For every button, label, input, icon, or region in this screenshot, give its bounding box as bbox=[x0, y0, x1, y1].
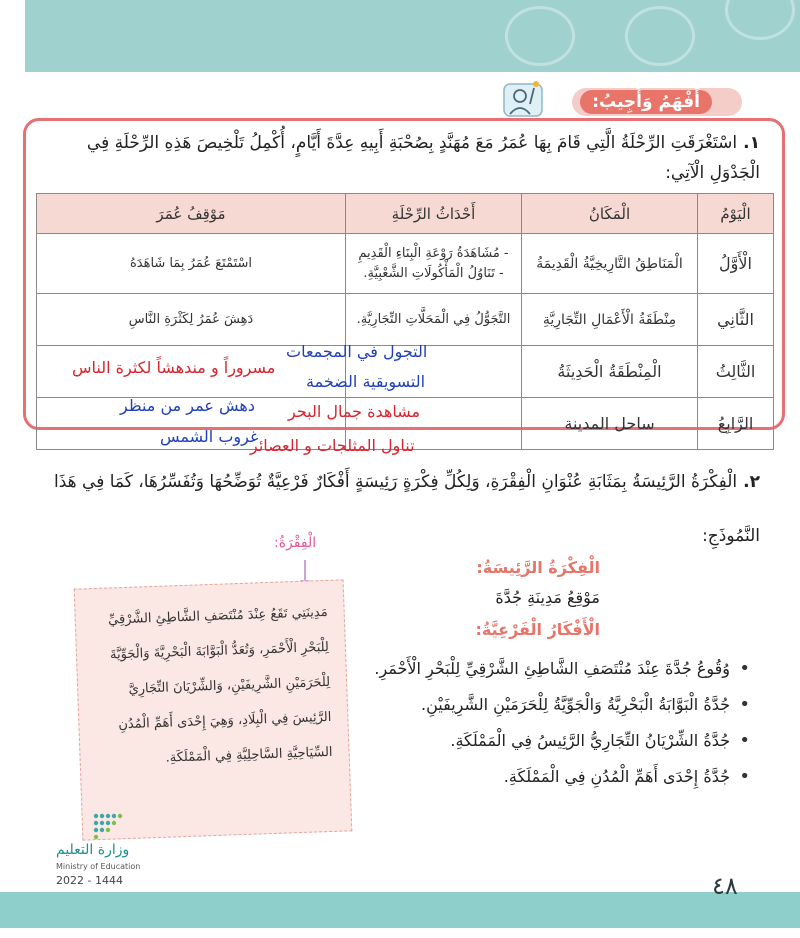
bottom-decorative-band bbox=[0, 892, 800, 928]
handwritten-answer: التسويقية الضخمة bbox=[306, 372, 426, 391]
list-item: • جُدَّةُ الْبَوَّابَةُ الْبَحْرِيَّةُ وَالْجَوِّيَّةُ لِلْحَرَمَيْنِ الشَّرِيفَيْنِ. bbox=[350, 688, 730, 722]
list-item: • وُقُوعُ جُدَّةَ عِنْدَ مُنْتَصَفِ الشَّاطِئِ الشَّرْقِيِّ لِلْبَحْرِ الْأَحْمَرِ. bbox=[350, 652, 730, 686]
ministry-name-en: Ministry of Education bbox=[56, 862, 141, 871]
paragraph-text: مَدِينَتِي تَقَعُ عِنْدَ مُنْتَصَفِ الشَّاطِئِ الشَّرْقِيِّ لِلْبَحْرِ الْأَحْمَرِ، وَتُعَدُّ الْبَوَّابَةَ الْبَحْرِيَّةَ وَالْجَوِّيَّةَ لِلْحَرَمَيْنِ الشَّرِيفَيْنِ، وَالشِّرْيَانَ التِّجَارِيَّ الرَّئِيسَ فِي الْبِلَادِ، وَهِيَ إِحْدَى أَهَمِّ الْمُدُنِ السِّيَاحِيَّةِ السَّاحِلِيَّةِ فِي الْمَمْلَكَةِ. bbox=[107, 604, 333, 766]
table-row bbox=[37, 294, 774, 346]
handwritten-answer: غروب الشمس bbox=[160, 427, 259, 446]
ministry-name-ar: وزارة التعليم bbox=[56, 842, 130, 858]
handwritten-answer: مسروراً و مندهشاً لكثرة الناس bbox=[72, 358, 276, 377]
header-day: الْيَوْمُ bbox=[698, 194, 774, 234]
cell-stance: دَهِشَ عُمَرُ لِكَثْرَةِ النَّاسِ bbox=[37, 294, 346, 346]
main-idea-text: مَوْقِعُ مَدِينَةِ جُدَّةَ bbox=[495, 588, 600, 607]
table-header-row bbox=[37, 194, 774, 234]
cell-events bbox=[346, 294, 522, 346]
question1 bbox=[40, 128, 760, 188]
section-pill bbox=[572, 88, 742, 116]
cell-day: الثَّانِي bbox=[698, 294, 774, 346]
page-number: ٤٨ bbox=[712, 872, 738, 900]
header-place: الْمَكَانُ bbox=[522, 194, 698, 234]
main-idea-label: الْفِكْرَةُ الرَّئِيسَةُ: bbox=[476, 558, 600, 577]
top-decorative-band bbox=[25, 0, 800, 72]
cell-place: الْمَنَاطِقُ التَّارِيخِيَّةُ الْقَدِيمَةُ bbox=[522, 234, 698, 294]
cell-day: الرَّابِعُ bbox=[698, 398, 774, 450]
question2-text: الْفِكْرَةُ الرَّئِيسَةُ بِمَثَابَةِ عُنْوَانِ الْفِقْرَةِ، وَلِكُلِّ فِكْرَةٍ رَئِيسَةٍ أَفْكَارٌ فَرْعِيَّةٌ تُوَضِّحُهَا وَتُفَسِّرُهَا، كَمَا فِي هَذَا النَّمُوذَجِ: bbox=[54, 472, 760, 546]
paragraph-card bbox=[74, 579, 353, 840]
event-line: التَّجَوُّلُ فِي الْمَحَلَّاتِ التِّجَارِيَّةِ. bbox=[356, 311, 511, 327]
paragraph-tag: الْفِقْرَةُ: bbox=[274, 535, 317, 551]
cell-stance: اسْتَمْتَعَ عُمَرُ بِمَا شَاهَدَهُ bbox=[37, 234, 346, 294]
sub-ideas-list bbox=[350, 652, 730, 796]
section-label: أَفْهَمُ وَأُجِيبُ: bbox=[580, 90, 712, 114]
question1-number: ١. bbox=[743, 133, 760, 153]
handwritten-answer: تناول المثلجات و العصائر bbox=[250, 436, 415, 455]
handwritten-answer: مشاهدة جمال البحر bbox=[288, 402, 421, 421]
list-item: • جُدَّةُ الشِّرْيَانُ التِّجَارِيُّ الرَّئِيسُ فِي الْمَمْلَكَةِ. bbox=[350, 724, 730, 758]
question2 bbox=[40, 455, 760, 563]
event-line: - مُشَاهَدَةُ رَوْعَةِ الْبِنَاءِ الْقَدِيمِ bbox=[358, 245, 509, 261]
cell-place: الْمِنْطَقَةُ الْحَدِيثَةُ bbox=[522, 346, 698, 398]
question1-text: اسْتَغْرَقَتِ الرِّحْلَةُ الَّتِي قَامَ بِهَا عُمَرُ مَعَ مُهَنَّدٍ بِصُحْبَةِ أَبِيهِ عِدَّةَ أَيَّامٍ، أُكْمِلُ تَلْخِيصَ هَذِهِ الرِّحْلَةِ فِي الْجَدْوَلِ الْآتِي: bbox=[86, 133, 760, 183]
cell-events bbox=[346, 234, 522, 294]
event-line: - تَنَاوُلُ الْمَأْكُولَاتِ الشَّعْبِيَّةِ. bbox=[363, 265, 504, 281]
student-raising-hand-icon bbox=[502, 78, 544, 118]
edition-year: 2022 - 1444 bbox=[56, 874, 123, 887]
handwritten-answer: دهش عمر من منظر bbox=[120, 396, 255, 415]
header-stance: مَوْقِفُ عُمَرَ bbox=[37, 194, 346, 234]
question2-number: ٢. bbox=[743, 472, 760, 492]
handwritten-answer: التجول في المجمعات bbox=[286, 342, 428, 361]
ministry-logo-icon bbox=[92, 812, 128, 840]
cell-place: ساحل المدينة bbox=[522, 398, 698, 450]
list-item: • جُدَّةُ إِحْدَى أَهَمِّ الْمُدُنِ فِي الْمَمْلَكَةِ. bbox=[350, 760, 730, 794]
band-pattern-circle bbox=[725, 0, 795, 40]
table-row bbox=[37, 234, 774, 294]
cell-day: الثَّالِثُ bbox=[698, 346, 774, 398]
header-events: أَحْدَاثُ الرِّحْلَةِ bbox=[346, 194, 522, 234]
cell-day: الْأَوَّلُ bbox=[698, 234, 774, 294]
cell-place: مِنْطَقَةُ الْأَعْمَالِ التِّجَارِيَّةِ bbox=[522, 294, 698, 346]
sub-ideas-label: الْأَفْكَارُ الْفَرْعِيَّةُ: bbox=[475, 620, 600, 639]
band-pattern-circle bbox=[625, 6, 695, 66]
band-pattern-circle bbox=[505, 6, 575, 66]
